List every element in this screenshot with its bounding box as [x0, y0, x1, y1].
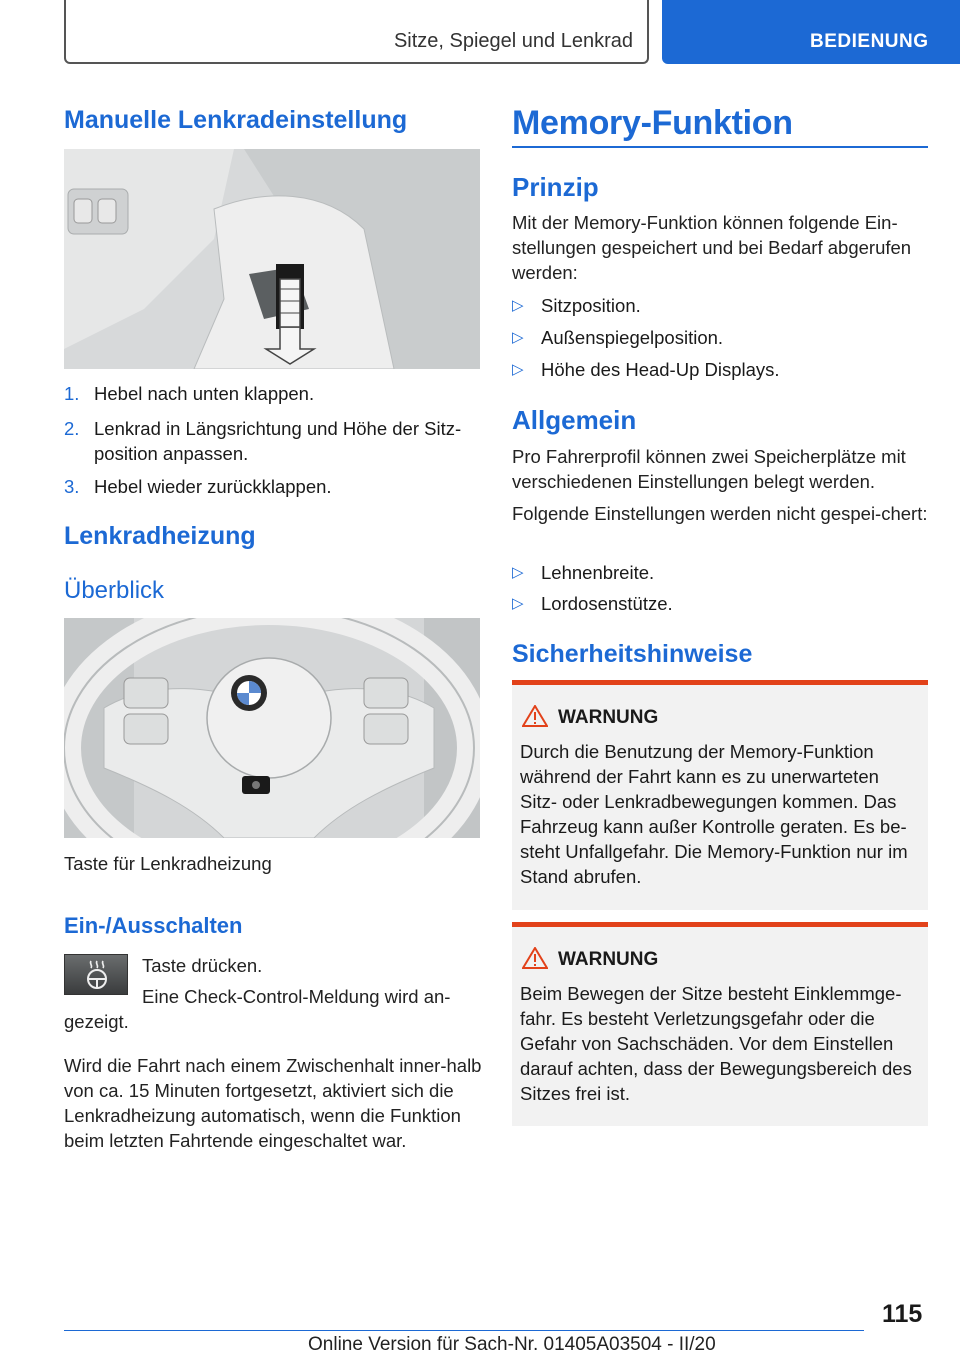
figure-steering-wheel — [64, 618, 480, 838]
list-item-text: Sitzposition. — [541, 295, 641, 316]
bullet-triangle-icon: ▷ — [512, 297, 524, 314]
principle-text: Mit der Memory-Funktion können folgende Ein-stellungen gespeichert und bei Bedarf abgerufen werden: — [512, 212, 912, 283]
warning-triangle-icon — [522, 947, 548, 969]
step-text: Lenkrad in Längsrichtung und Höhe der Sitz-position anpassen. — [94, 418, 462, 464]
warning-title: WARNUNG — [558, 707, 659, 728]
heading-overview: Überblick — [64, 577, 165, 604]
heading-steering-heating: Lenkradheizung — [64, 522, 256, 550]
heading-manual-steering: Manuelle Lenkradeinstellung — [64, 106, 408, 134]
list-item-text: Lehnenbreite. — [541, 562, 655, 583]
heading-divider — [512, 146, 928, 148]
page-number: 115 — [882, 1300, 923, 1328]
warning-box-2 — [512, 922, 928, 1126]
heading-on-off: Ein-/Ausschalten — [64, 913, 243, 938]
list-item-text: Höhe des Head-Up Displays. — [541, 359, 780, 380]
figure-caption: Taste für Lenkradheizung — [64, 853, 272, 874]
warning-text: Durch die Benutzung der Memory-Funktion während der Fahrt kann es zu unerwarteten Sitz- oder Lenkradbewegungen kommen. Das Fahrzeug kann außer Kontrolle geraten. Es be-steht Unfallgefahr. Die Memory-Funktion nur im Stand abrufen. — [520, 741, 908, 887]
step-text: Hebel wieder zurückklappen. — [94, 476, 332, 497]
general-text-1: Pro Fahrerprofil können zwei Speicherplätze mit verschiedenen Einstellungen belegt werden. — [512, 446, 906, 492]
warning-triangle-icon — [522, 705, 548, 727]
heading-memory-function: Memory-Funktion — [512, 104, 793, 142]
footer-divider — [64, 1330, 864, 1331]
heading-principle: Prinzip — [512, 172, 599, 202]
steering-wheel-illustration — [64, 618, 480, 838]
bullet-triangle-icon: ▷ — [512, 564, 524, 581]
step-number: 1. — [64, 383, 80, 404]
warning-title: WARNUNG — [558, 949, 659, 970]
bullet-triangle-icon: ▷ — [512, 329, 524, 346]
warning-box-1 — [512, 680, 928, 910]
heading-safety: Sicherheitshinweise — [512, 640, 753, 668]
warning-text: Beim Bewegen der Sitze besteht Einklemmge-fahr. Es besteht Verletzungsgefahr oder die Gefahr von Sachschäden. Vor dem Einstellen darauf achten, dass der Bewegungsbereich des Sitzes frei ist. — [520, 983, 912, 1104]
footer-version: Online Version für Sach-Nr. 01405A03504 - II/20 — [308, 1334, 716, 1355]
header-chapter-title: BEDIENUNG — [810, 31, 929, 52]
heading-general: Allgemein — [512, 405, 637, 435]
header-section-title: Sitze, Spiegel und Lenkrad — [393, 30, 633, 52]
general-text-2: Folgende Einstellungen werden nicht gespei-chert: — [512, 503, 928, 524]
header-chapter-tab[interactable] — [662, 0, 960, 64]
step-text: Hebel nach unten klappen. — [94, 383, 315, 404]
header-section-tab — [64, 0, 649, 64]
figure-steering-lever — [64, 149, 480, 369]
onoff-message: Eine Check-Control-Meldung wird an-gezeigt. — [64, 986, 451, 1032]
step-number: 3. — [64, 476, 80, 497]
bullet-triangle-icon: ▷ — [512, 595, 524, 612]
heating-paragraph: Wird die Fahrt nach einem Zwischenhalt inner-halb von ca. 15 Minuten fortgesetzt, aktiviert sich die Lenkradheizung automatisch, wenn die Funktion beim letzten Fahrtende eingeschaltet war. — [64, 1055, 482, 1151]
onoff-instruction: Taste drücken. — [142, 955, 263, 976]
list-item-text: Außenspiegelposition. — [541, 327, 724, 348]
bullet-triangle-icon: ▷ — [512, 361, 524, 378]
list-item-text: Lordosenstütze. — [541, 593, 673, 614]
steering-lever-illustration — [64, 149, 480, 369]
step-number: 2. — [64, 418, 80, 439]
